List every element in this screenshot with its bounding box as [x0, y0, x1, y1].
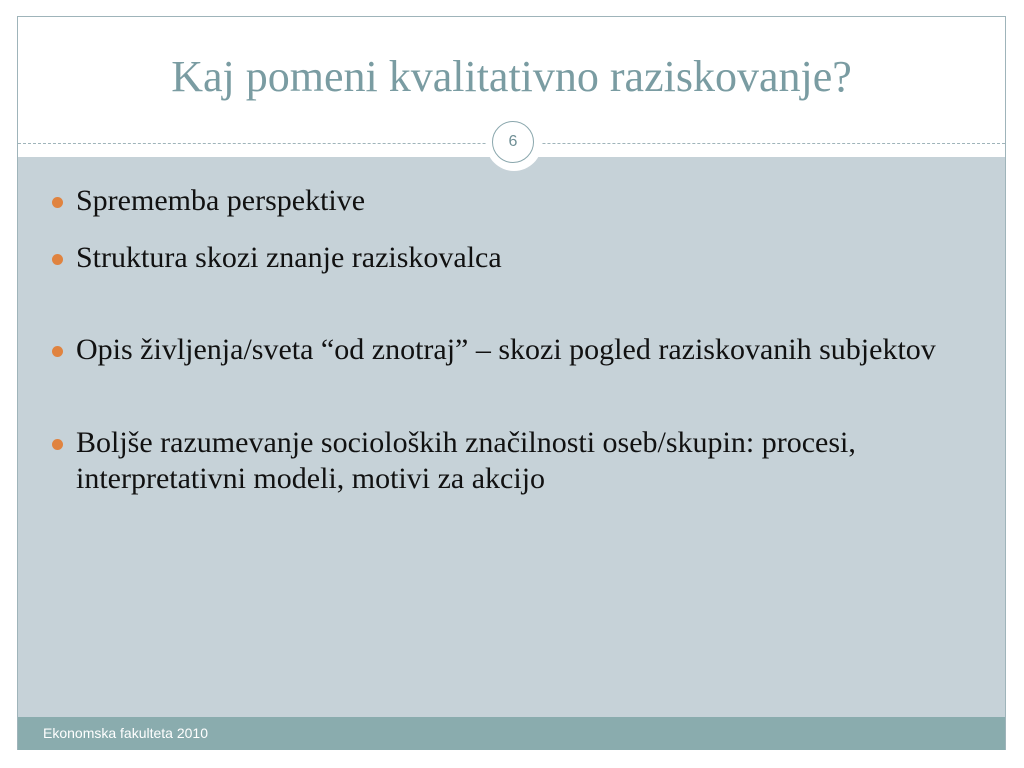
bullet-item	[52, 425, 952, 498]
bullet-item	[52, 183, 952, 220]
bullet-text: Struktura skozi znanje raziskovalca	[76, 240, 502, 274]
bullet-text: Boljše razumevanje socioloških značilnosti oseb/skupin: procesi, interpretativni modeli, motivi za akcijo	[76, 425, 856, 496]
bullet-spacer	[52, 220, 952, 240]
bullet-item	[52, 332, 952, 369]
slide-frame	[17, 16, 1006, 750]
bullet-text: Sprememba perspektive	[76, 184, 366, 217]
bullet-list	[52, 183, 952, 498]
bullet-item	[52, 240, 952, 277]
bullet-text: Opis življenja/sveta “od znotraj” – skozi pogled raziskovanih subjektov	[76, 333, 936, 367]
bullet-dot-icon	[52, 254, 63, 265]
bullet-dot-icon	[52, 346, 63, 357]
bullet-spacer	[52, 276, 952, 332]
footer-bar	[18, 717, 1005, 750]
slide-title: Kaj pomeni kvalitativno raziskovanje?	[171, 52, 852, 101]
bullet-dot-icon	[52, 197, 63, 208]
footer-text: Ekonomska fakulteta 2010	[43, 725, 208, 741]
bullet-dot-icon	[52, 439, 63, 450]
page-number-badge	[486, 115, 542, 171]
bullet-spacer	[52, 369, 952, 425]
page-number: 6	[492, 121, 534, 163]
